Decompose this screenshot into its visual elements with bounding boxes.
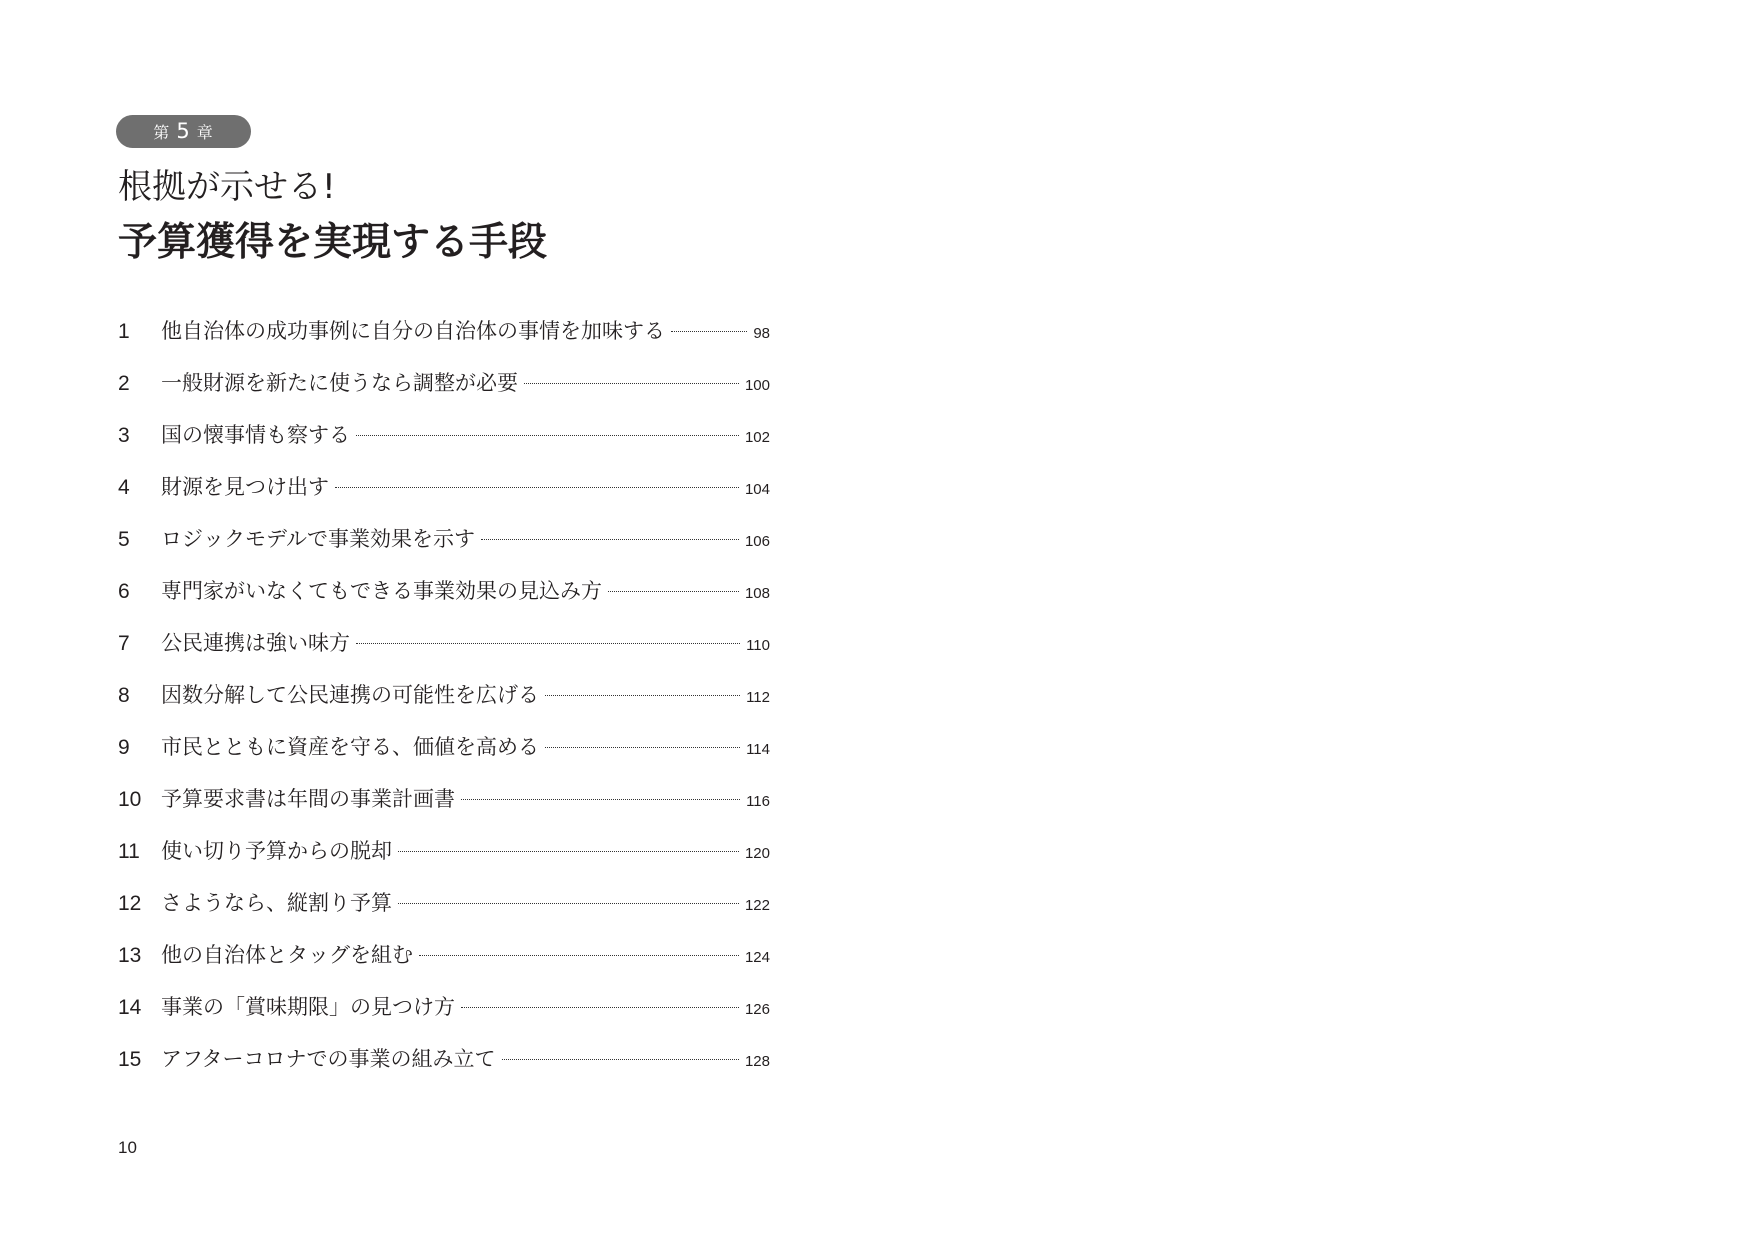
toc-item-page: 126 (744, 1001, 770, 1018)
toc-item[interactable] (118, 573, 770, 625)
toc-leader-dots (545, 747, 740, 748)
toc-item-title: 財源を見つけ出す (161, 475, 329, 499)
toc-leader-dots (398, 851, 739, 852)
toc-item-page: 128 (744, 1053, 770, 1070)
toc-item-title: 一般財源を新たに使うなら調整が必要 (161, 371, 518, 395)
page-number: 10 (118, 1138, 137, 1157)
chapter-badge (116, 115, 251, 148)
toc-leader-dots (671, 331, 747, 332)
toc-item-number: 4 (118, 476, 130, 499)
toc-leader-dots (356, 435, 739, 436)
toc-leader-dots (335, 487, 739, 488)
toc-item[interactable] (118, 365, 770, 417)
toc-item-number: 11 (118, 840, 140, 863)
toc-leader-dots (419, 955, 739, 956)
toc-item-number: 13 (118, 944, 142, 967)
toc-item-page: 98 (753, 325, 770, 342)
toc-item-number: 12 (118, 892, 142, 915)
toc-item-page: 122 (744, 897, 770, 914)
toc-item[interactable] (118, 937, 770, 989)
toc-item-number: 10 (118, 788, 142, 811)
chapter-prefix: 第 (153, 123, 171, 142)
toc-item-number: 1 (118, 320, 130, 343)
toc-item-title: 予算要求書は年間の事業計画書 (161, 787, 455, 811)
chapter-subtitle: 根拠が示せる! (118, 167, 336, 207)
table-of-contents (118, 313, 770, 1093)
toc-item-title: 専門家がいなくてもできる事業効果の見込み方 (161, 579, 602, 603)
toc-item-number: 2 (118, 372, 130, 395)
toc-item[interactable] (118, 781, 770, 833)
toc-item-number: 7 (118, 632, 130, 655)
toc-item-page: 112 (746, 689, 770, 706)
toc-item-number: 6 (118, 580, 130, 603)
toc-item-page: 124 (744, 949, 770, 966)
toc-item-title: ロジックモデルで事業効果を示す (161, 527, 475, 551)
toc-item[interactable] (118, 1041, 770, 1093)
toc-item-title: 他の自治体とタッグを組む (161, 943, 413, 967)
toc-item[interactable] (118, 677, 770, 729)
toc-item-title: 他自治体の成功事例に自分の自治体の事情を加味する (161, 319, 665, 343)
toc-leader-dots (461, 799, 740, 800)
toc-item-number: 15 (118, 1048, 142, 1071)
toc-leader-dots (524, 383, 739, 384)
toc-leader-dots (398, 903, 739, 904)
toc-leader-dots (356, 643, 740, 644)
toc-leader-dots (461, 1007, 739, 1008)
toc-item-number: 8 (118, 684, 130, 707)
chapter-number: 5 (176, 119, 191, 143)
toc-item-number: 3 (118, 424, 130, 447)
toc-item-title: 公民連携は強い味方 (161, 631, 350, 655)
toc-item-page: 108 (744, 585, 770, 602)
toc-item-title: 因数分解して公民連携の可能性を広げる (161, 683, 539, 707)
toc-item-title: アフターコロナでの事業の組み立て (161, 1047, 496, 1071)
toc-item-page: 110 (746, 637, 770, 654)
chapter-title: 予算獲得を実現する手段 (118, 220, 548, 265)
toc-item-page: 102 (744, 429, 770, 446)
toc-item[interactable] (118, 469, 770, 521)
toc-item-number: 9 (118, 736, 130, 759)
toc-leader-dots (545, 695, 740, 696)
toc-item[interactable] (118, 417, 770, 469)
toc-item-title: さようなら、縦割り予算 (161, 891, 392, 915)
toc-item[interactable] (118, 313, 770, 365)
toc-item-title: 市民とともに資産を守る、価値を高める (161, 735, 539, 759)
toc-item-title: 国の懐事情も察する (161, 423, 350, 447)
toc-item-page: 106 (744, 533, 770, 550)
toc-item[interactable] (118, 989, 770, 1041)
toc-item-page: 120 (744, 845, 770, 862)
toc-item[interactable] (118, 833, 770, 885)
toc-item-title: 事業の「賞味期限」の見つけ方 (161, 995, 455, 1019)
toc-item[interactable] (118, 625, 770, 677)
toc-item-page: 114 (746, 741, 770, 758)
toc-leader-dots (502, 1059, 739, 1060)
toc-item[interactable] (118, 885, 770, 937)
toc-item-page: 116 (746, 793, 770, 810)
chapter-suffix: 章 (196, 123, 214, 142)
toc-item-number: 5 (118, 528, 130, 551)
toc-item[interactable] (118, 729, 770, 781)
toc-item-page: 100 (744, 377, 770, 394)
toc-leader-dots (608, 591, 739, 592)
toc-item-number: 14 (118, 996, 142, 1019)
toc-item-page: 104 (744, 481, 770, 498)
toc-leader-dots (481, 539, 739, 540)
toc-item[interactable] (118, 521, 770, 573)
toc-item-title: 使い切り予算からの脱却 (161, 839, 392, 863)
